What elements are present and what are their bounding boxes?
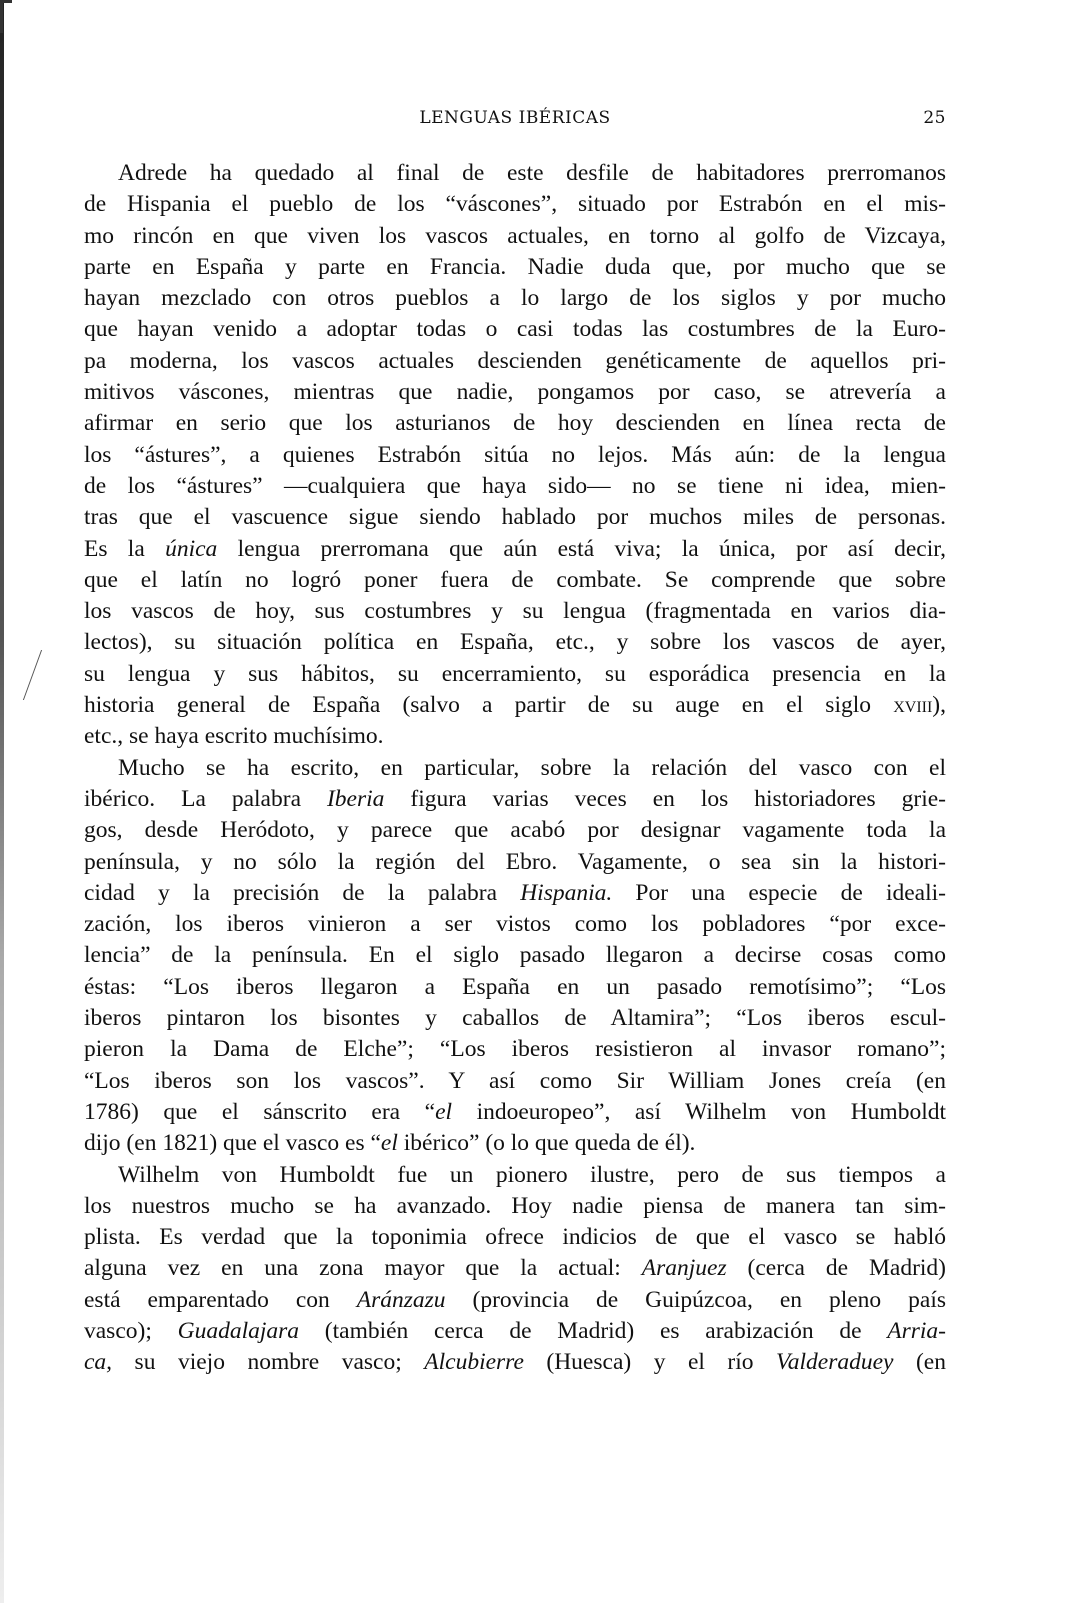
text-segment: de Hispania el pueblo de los “váscones”, situado por Estrabón en el mis- bbox=[84, 191, 946, 218]
text-segment: (cerca de Madrid) bbox=[726, 1255, 946, 1282]
text-segment: xviii bbox=[893, 692, 933, 719]
text-segment: alguna vez en una zona mayor que la actual: bbox=[84, 1255, 642, 1282]
text-segment: “Los iberos son los vascos”. Y así como Sir William Jones creía (en bbox=[84, 1067, 946, 1094]
text-line bbox=[84, 940, 946, 971]
italic-text: Arria- bbox=[887, 1317, 946, 1344]
text-segment: está emparentado con bbox=[84, 1286, 357, 1313]
text-line bbox=[84, 314, 946, 345]
text-segment: su viejo nombre vasco; bbox=[112, 1349, 425, 1376]
text-segment: plista. Es verdad que la toponimia ofrece indicios de que el vasco se habló bbox=[84, 1224, 946, 1251]
text-segment: etc., se haya escrito muchísimo. bbox=[84, 723, 384, 750]
text-segment: península, y no sólo la región del Ebro. Vagamente, o sea sin la histori- bbox=[84, 848, 946, 875]
italic-text: Valderaduey bbox=[776, 1349, 894, 1376]
italic-text: el bbox=[435, 1098, 453, 1125]
text-line bbox=[84, 784, 946, 815]
text-segment: los vascos de hoy, sus costumbres y su lengua (fragmentada en varios dia- bbox=[84, 598, 946, 625]
text-line bbox=[84, 1222, 946, 1253]
text-line bbox=[84, 377, 946, 408]
italic-text: ca, bbox=[84, 1349, 113, 1376]
text-line bbox=[84, 847, 946, 878]
text-segment: Mucho se ha escrito, en particular, sobre la relación del vasco con el bbox=[118, 754, 946, 781]
running-title: LENGUAS IBÉRICAS bbox=[419, 108, 611, 128]
text-segment: (también cerca de Madrid) es arabización de bbox=[299, 1317, 888, 1344]
text-line bbox=[84, 534, 946, 565]
text-segment: los “ástures”, a quienes Estrabón sitúa no lejos. Más aún: de la lengua bbox=[84, 441, 946, 468]
text-line bbox=[84, 690, 946, 721]
text-line bbox=[84, 972, 946, 1003]
text-segment: parte en España y parte en Francia. Nadie duda que, por mucho que se bbox=[84, 253, 946, 280]
scan-edge bbox=[0, 0, 4, 1603]
italic-text: Guadalajara bbox=[177, 1317, 300, 1344]
text-segment: zación, los iberos vinieron a ser vistos como los pobladores “por exce- bbox=[84, 911, 946, 938]
text-segment: afirmar en serio que los asturianos de hoy descienden en línea recta de bbox=[84, 410, 946, 437]
paragraph bbox=[84, 753, 946, 1160]
italic-text: Aranjuez bbox=[641, 1255, 727, 1282]
page-body bbox=[84, 158, 946, 1379]
text-segment: ), bbox=[932, 692, 946, 719]
text-segment: ibérico” (o lo que queda de él). bbox=[397, 1130, 696, 1157]
text-line bbox=[84, 659, 946, 690]
text-line bbox=[84, 189, 946, 220]
italic-text: Iberia bbox=[326, 785, 385, 812]
text-segment: Por una especie de ideali- bbox=[612, 879, 946, 906]
text-segment: (provincia de Guipúzcoa, en pleno país bbox=[445, 1286, 946, 1313]
text-line bbox=[84, 252, 946, 283]
text-segment: de los “ástures” —cualquiera que haya sido— no se tiene ni idea, mien- bbox=[84, 472, 946, 499]
text-segment: 1786) que el sánscrito era “ bbox=[84, 1098, 436, 1125]
text-line bbox=[84, 346, 946, 377]
text-segment: los nuestros mucho se ha avanzado. Hoy nadie piensa de manera tan sim- bbox=[84, 1192, 946, 1219]
text-segment: que hayan venido a adoptar todas o casi todas las costumbres de la Euro- bbox=[84, 316, 946, 343]
text-line bbox=[84, 1191, 946, 1222]
text-segment: (Huesca) y el río bbox=[523, 1349, 777, 1376]
text-segment: Es la bbox=[84, 535, 166, 562]
text-line bbox=[84, 627, 946, 658]
text-line bbox=[84, 440, 946, 471]
text-line bbox=[84, 909, 946, 940]
text-segment: ibérico. La palabra bbox=[84, 785, 327, 812]
text-segment: cidad y la precisión de la palabra bbox=[84, 879, 521, 906]
text-line bbox=[84, 565, 946, 596]
text-line bbox=[84, 1160, 946, 1191]
paragraph bbox=[84, 158, 946, 753]
text-line bbox=[84, 815, 946, 846]
text-line bbox=[84, 471, 946, 502]
text-line bbox=[84, 1066, 946, 1097]
paragraph bbox=[84, 1160, 946, 1379]
text-line bbox=[84, 1003, 946, 1034]
page-header bbox=[84, 108, 946, 134]
page-number: 25 bbox=[923, 108, 946, 128]
italic-text: Aránzazu bbox=[356, 1286, 446, 1313]
text-line bbox=[84, 158, 946, 189]
text-line bbox=[84, 408, 946, 439]
text-segment: gos, desde Heródoto, y parece que acabó por designar vagamente toda la bbox=[84, 817, 946, 844]
text-segment: figura varias veces en los historiadores grie- bbox=[384, 785, 946, 812]
text-line bbox=[84, 753, 946, 784]
text-line bbox=[84, 283, 946, 314]
italic-text: Hispania. bbox=[520, 879, 613, 906]
text-line bbox=[84, 1097, 946, 1128]
italic-text: el bbox=[380, 1130, 398, 1157]
text-segment: indoeuropeo”, así Wilhelm von Humboldt bbox=[452, 1098, 947, 1125]
text-segment: iberos pintaron los bisontes y caballos de Altamira”; “Los iberos escul- bbox=[84, 1005, 946, 1032]
text-line bbox=[84, 1316, 946, 1347]
text-segment: lectos), su situación política en España, etc., y sobre los vascos de ayer, bbox=[84, 629, 946, 656]
text-segment: (en bbox=[893, 1349, 946, 1376]
text-segment: pieron la Dama de Elche”; “Los iberos resistieron al invasor romano”; bbox=[84, 1036, 946, 1063]
text-line bbox=[84, 221, 946, 252]
text-segment: lengua prerromana que aún está viva; la única, por así decir, bbox=[217, 535, 946, 562]
margin-mark bbox=[9, 650, 42, 700]
text-segment: mitivos váscones, mientras que nadie, pongamos por caso, se atrevería a bbox=[84, 379, 946, 406]
text-segment: hayan mezclado con otros pueblos a lo largo de los siglos y por mucho bbox=[84, 285, 946, 312]
text-line bbox=[84, 1253, 946, 1284]
text-segment: pa moderna, los vascos actuales descienden genéticamente de aquellos pri- bbox=[84, 347, 946, 374]
text-segment: dijo (en 1821) que el vasco es “ bbox=[84, 1130, 381, 1157]
text-line bbox=[84, 1285, 946, 1316]
text-line bbox=[84, 502, 946, 533]
text-segment: su lengua y sus hábitos, su encerramiento, su esporádica presencia en la bbox=[84, 660, 946, 687]
text-segment: historia general de España (salvo a partir de su auge en el siglo bbox=[84, 692, 894, 719]
scan-corner bbox=[0, 0, 12, 33]
text-line bbox=[84, 1128, 946, 1159]
text-segment: tras que el vascuence sigue siendo hablado por muchos miles de personas. bbox=[84, 504, 946, 531]
text-line bbox=[84, 596, 946, 627]
text-segment: mo rincón en que viven los vascos actuales, en torno al golfo de Vizcaya, bbox=[84, 222, 946, 249]
text-line bbox=[84, 1034, 946, 1065]
text-segment: Wilhelm von Humboldt fue un pionero ilustre, pero de sus tiempos a bbox=[118, 1161, 946, 1188]
text-line bbox=[84, 721, 946, 752]
text-line bbox=[84, 1347, 946, 1378]
italic-text: Alcubierre bbox=[424, 1349, 524, 1376]
text-segment: éstas: “Los iberos llegaron a España en un pasado remotísimo”; “Los bbox=[84, 973, 946, 1000]
text-segment: Adrede ha quedado al final de este desfile de habitadores prerromanos bbox=[118, 160, 946, 186]
text-segment: vasco); bbox=[84, 1317, 178, 1344]
text-line bbox=[84, 878, 946, 909]
text-segment: que el latín no logró poner fuera de combate. Se comprende que sobre bbox=[84, 566, 946, 593]
italic-text: única bbox=[165, 535, 218, 562]
text-segment: lencia” de la península. En el siglo pasado llegaron a decirse cosas como bbox=[84, 942, 946, 969]
